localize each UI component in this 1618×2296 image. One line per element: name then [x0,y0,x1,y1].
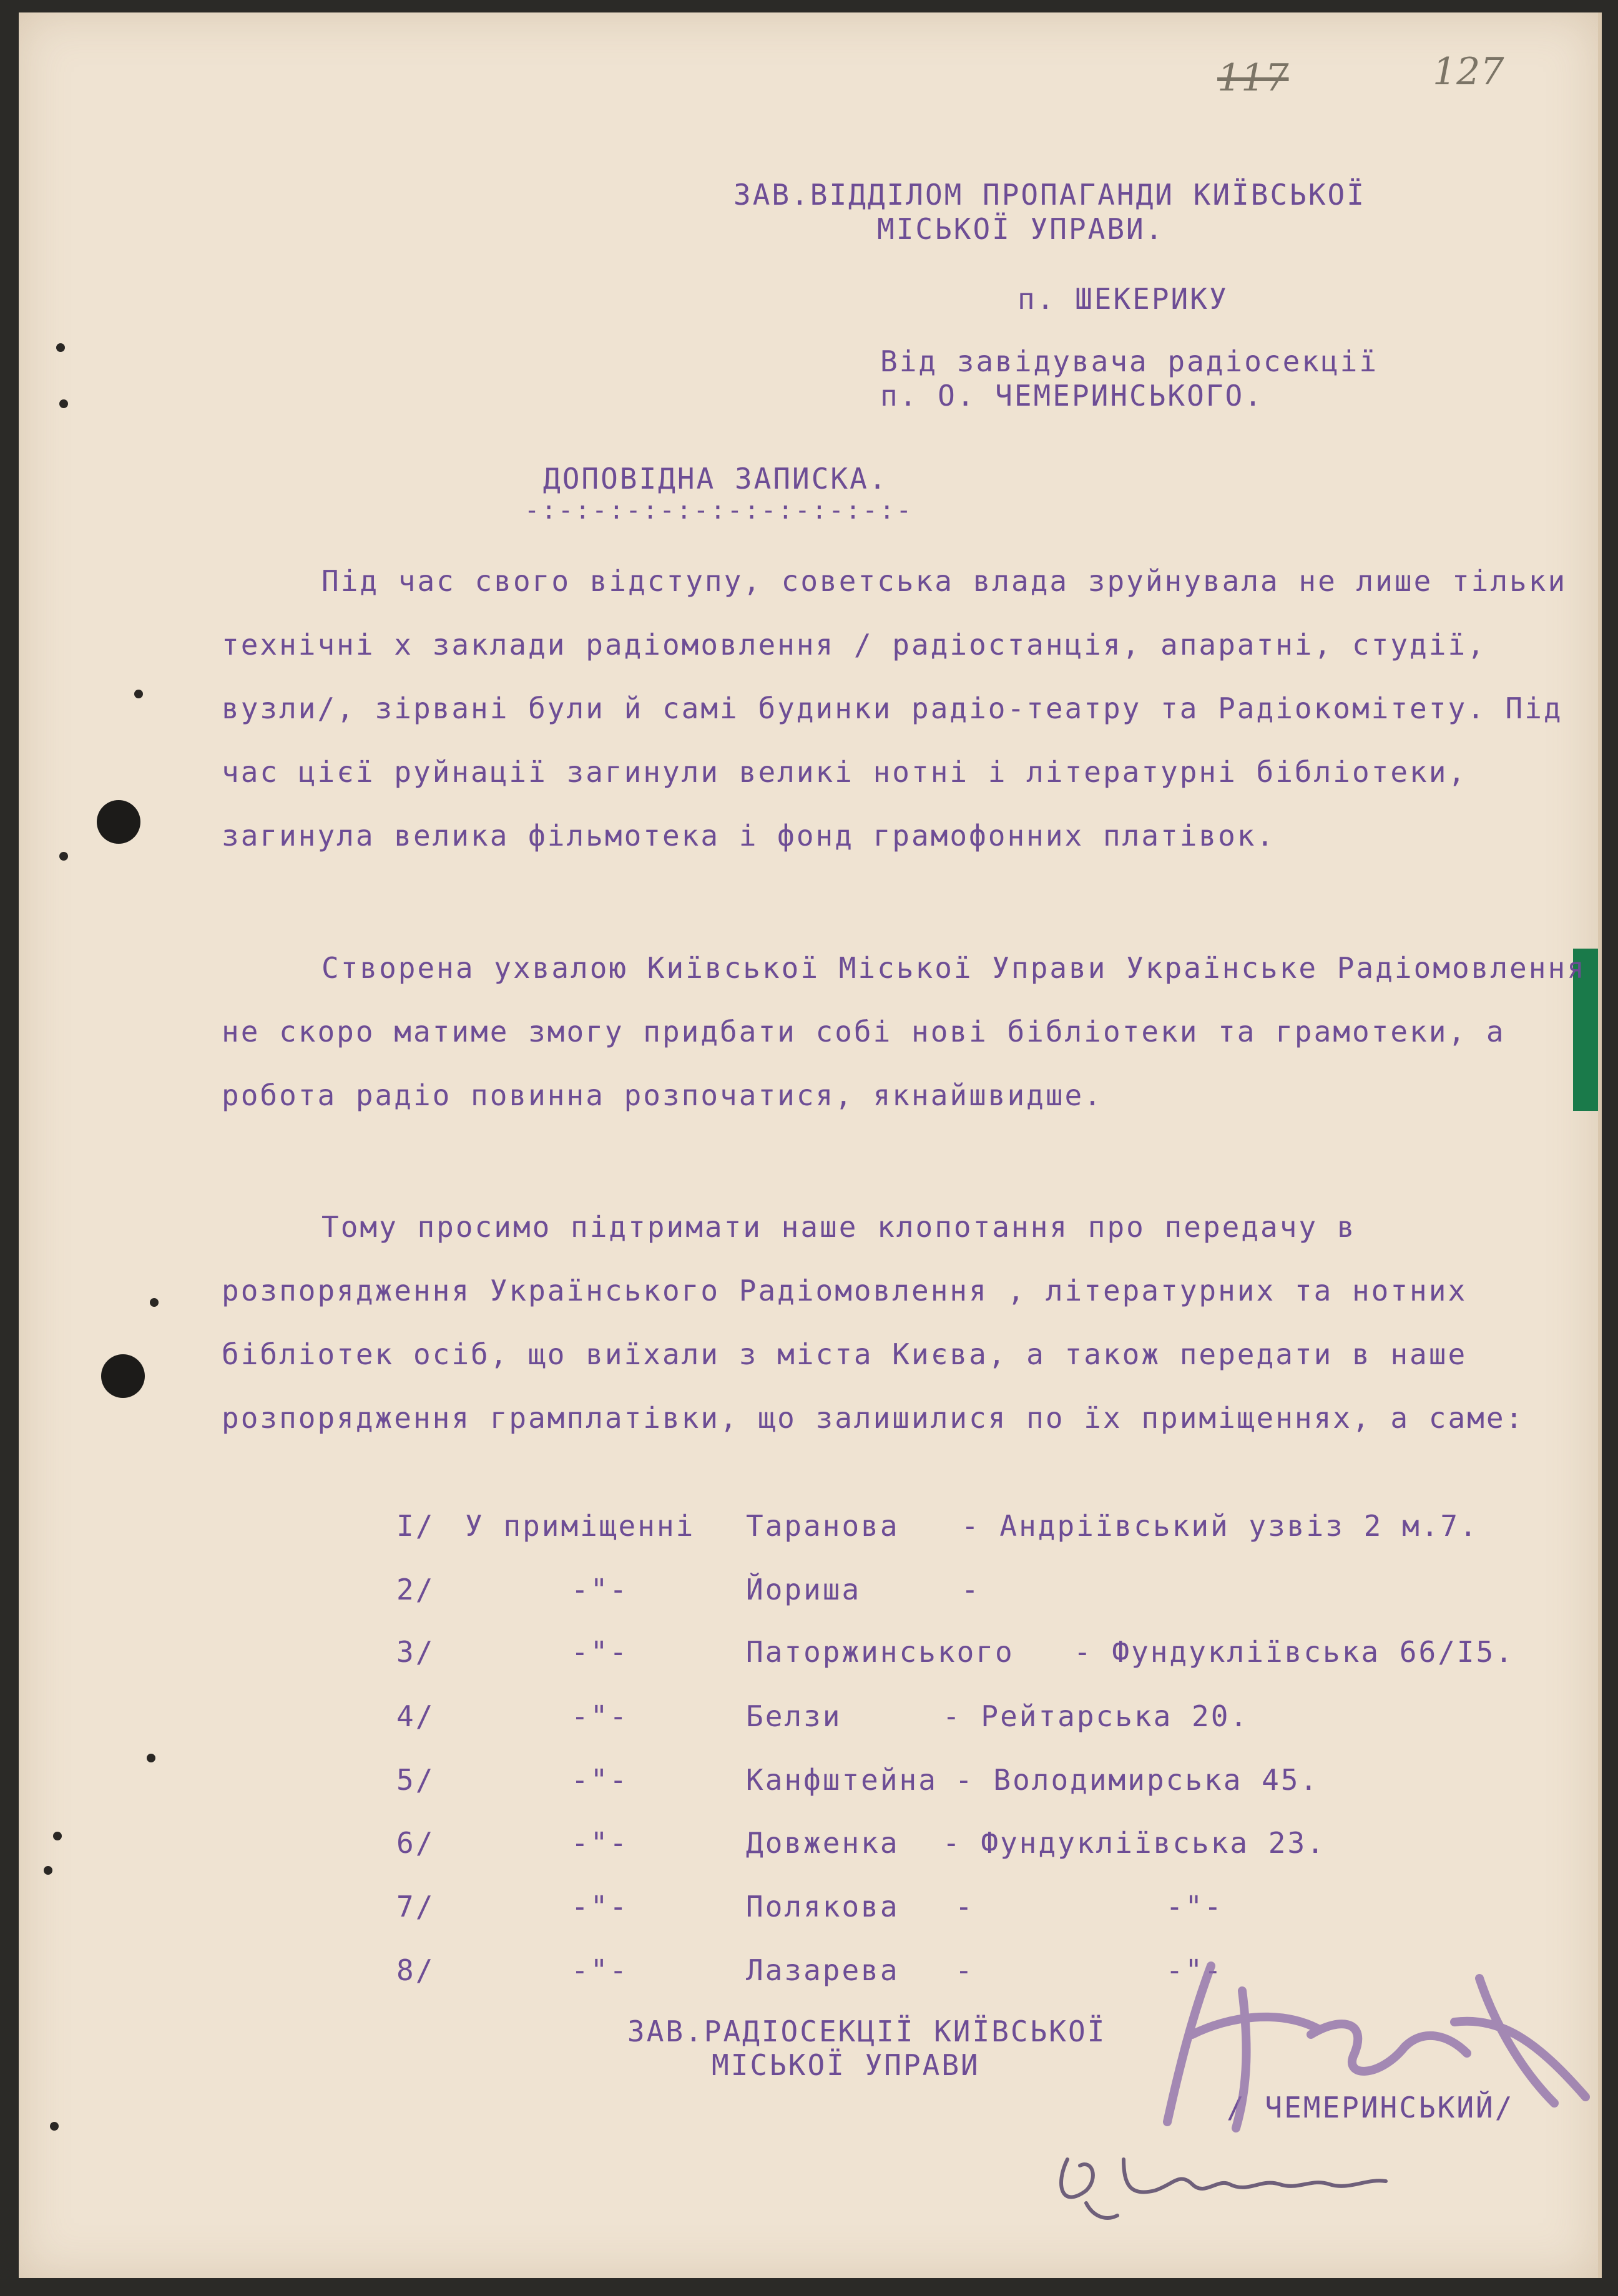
archive-number-crossed: 117 [1217,56,1289,100]
list-prefix: -"- [571,1890,629,1923]
addressee-name: п. ШЕКЕРИКУ [1017,282,1228,316]
list-item [19,1890,1598,1927]
speck [134,690,143,698]
list-name: Полякова [746,1890,900,1923]
list-prefix: У приміщенні [465,1509,695,1543]
paragraph-2: Створена ухвалою Київської Міської Управи Українське Радіомовлення не скоро матиме змогу придбати собі нові бібліотеки та грамотеки, а робота радіо повинна розпочатися, якнайшвидше. [222,951,1586,1112]
list-address: - -"- [955,1953,1223,1987]
list-number: 4/ [396,1699,435,1733]
list-prefix: -"- [571,1763,629,1797]
speck [150,1298,159,1307]
signature-title-line-2: МІСЬКОЇ УПРАВИ [712,2048,980,2082]
list-item [19,1763,1598,1800]
speck [44,1866,52,1875]
list-address: - Володимирська 45. [955,1763,1320,1797]
speck [59,852,68,861]
handwritten-signature [1049,2122,1398,2228]
list-number: 5/ [396,1763,435,1797]
punch-hole [97,800,140,844]
list-name: Йориша [746,1573,861,1606]
list-address: - -"- [955,1890,1223,1923]
list-prefix: -"- [571,1573,629,1606]
signature-scribble [1155,1941,1604,2147]
list-number: 7/ [396,1890,435,1923]
speck [50,2122,59,2131]
list-prefix: -"- [571,1953,629,1987]
addressee-line-1: ЗАВ.ВІДДІЛОМ ПРОПАГАНДИ КИЇВСЬКОЇ [733,178,1366,212]
addressee-line-2: МІСЬКОЇ УПРАВИ. [877,212,1165,246]
list-prefix: -"- [571,1635,629,1669]
list-address: - Фундукліївська 66/I5. [1074,1635,1514,1669]
speck [59,399,68,408]
list-name: Таранова [746,1509,900,1543]
list-item [19,1635,1598,1673]
list-number: 8/ [396,1953,435,1987]
list-name: Довженка [746,1826,900,1860]
list-number: 6/ [396,1826,435,1860]
paragraph-1: Під час свого відступу, советська влада зруйнувала не лише тільки технічні х заклади радіомовлення / радіостанція, апаратні, студії, вузли/, зірвані були й самі будинки радіо-театру та Радіокомітету. Під час цієї руйнації загинули великі нотні і літературні бібліотеки, загинула велика фільмотека і фонд грамофонних платівок. [222,564,1567,852]
list-name: Лазарева [746,1953,900,1987]
list-name: Канфштейна [746,1763,938,1797]
list-item [19,1509,1598,1546]
list-number: 2/ [396,1573,435,1606]
list-address: - [961,1573,981,1606]
list-prefix: -"- [571,1699,629,1733]
archive-number: 127 [1433,50,1504,94]
title-rule: -:-:-:-:-:-:-:-:-:-:-:- [524,496,913,525]
list-number: 3/ [396,1635,435,1669]
speck [147,1754,155,1762]
from-line-2: п. О. ЧЕМЕРИНСЬКОГО. [880,379,1263,413]
document-sheet [19,12,1602,2278]
list-name: Паторжинського [746,1635,1014,1669]
list-item [19,1573,1598,1610]
list-item [19,1826,1598,1864]
list-name: Белзи [746,1699,842,1733]
list-address: - Фундукліївська 23. [943,1826,1326,1860]
list-item [19,1699,1598,1737]
list-number: I/ [396,1509,435,1543]
speck [56,343,65,352]
punch-hole [101,1354,145,1398]
page-title: ДОПОВІДНА ЗАПИСКА. [543,462,888,496]
paragraph-3: Тому просимо підтримати наше клопотання про передачу в розпорядження Українського Радіомовлення , літературних та нотних бібліотек осіб, що виїхали з міста Києва, а також передати в наше розпорядження грамплатівки, що залишилися по їх приміщеннях, а саме: [222,1210,1525,1435]
signatory-name: / ЧЕМЕРИНСЬКИЙ/ [1227,2091,1514,2124]
list-address: - Андріївський узвіз 2 м.7. [961,1509,1479,1543]
from-line-1: Від завідувача радіосекції [880,344,1379,378]
signature-title-line-1: ЗАВ.РАДІОСЕКЦІЇ КИЇВСЬКОЇ [627,2015,1107,2048]
list-prefix: -"- [571,1826,629,1860]
list-address: - Рейтарська 20. [943,1699,1250,1733]
